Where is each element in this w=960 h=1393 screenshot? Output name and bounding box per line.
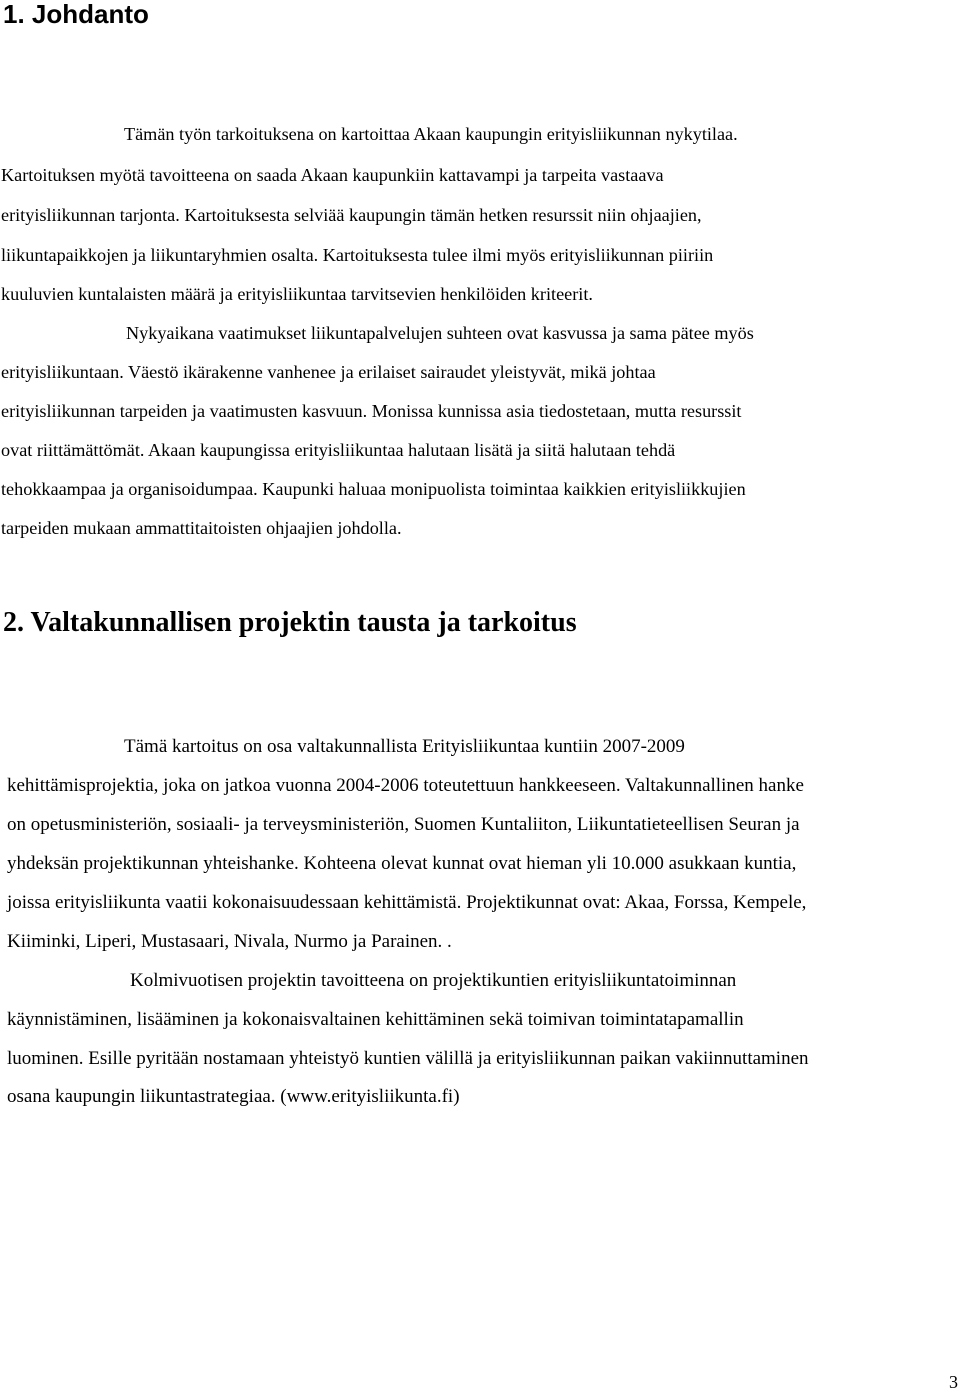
section-1-heading: 1. Johdanto xyxy=(3,0,149,29)
section-2-heading-text: Valtakunnallisen projektin tausta ja tarkoitus xyxy=(24,607,577,638)
paragraph-line: erityisliikunnan tarpeiden ja vaatimusten kasvuun. Monissa kunnissa asia tiedostetaan, mutta resurssit xyxy=(1,401,742,421)
paragraph-line: Tämä kartoitus on osa valtakunnallista Erityisliikuntaa kuntiin 2007-2009 xyxy=(124,736,685,757)
paragraph-line: Kartoituksen myötä tavoitteena on saada Akaan kaupunkiin kattavampi ja tarpeita vastaava xyxy=(1,165,664,185)
section-2-heading-number: 2. xyxy=(3,607,24,638)
paragraph-line: ovat riittämättömät. Akaan kaupungissa erityisliikuntaa halutaan lisätä ja siitä halutaan tehdä xyxy=(1,440,676,460)
paragraph-line: kehittämisprojektia, joka on jatkoa vuonna 2004-2006 toteutettuun hankkeeseen. Valtakunnallinen hanke xyxy=(7,775,804,796)
section-2-heading xyxy=(3,606,577,640)
paragraph-line: Tämän työn tarkoituksena on kartoittaa Akaan kaupungin erityisliikunnan nykytilaa. xyxy=(124,124,738,144)
page-number: 3 xyxy=(949,1372,958,1392)
paragraph-line: kuuluvien kuntalaisten määrä ja erityisliikuntaa tarvitsevien henkilöiden kriteerit. xyxy=(1,284,593,304)
paragraph-line: yhdeksän projektikunnan yhteishanke. Kohteena olevat kunnat ovat hieman yli 10.000 asukkaan kuntia, xyxy=(7,853,797,874)
paragraph-line: joissa erityisliikunta vaatii kokonaisuudessaan kehittämistä. Projektikunnat ovat: Akaa, Forssa, Kempele, xyxy=(7,892,807,913)
paragraph-line: erityisliikunnan tarjonta. Kartoituksesta selviää kaupungin tämän hetken resurssit niin ohjaajien, xyxy=(1,205,702,225)
paragraph-line: Kiiminki, Liperi, Mustasaari, Nivala, Nurmo ja Parainen. . xyxy=(7,931,452,952)
paragraph-line: on opetusministeriön, sosiaali- ja terveysministeriön, Suomen Kuntaliiton, Liikuntatieteellisen Seuran ja xyxy=(7,814,800,835)
paragraph-line: tarpeiden mukaan ammattitaitoisten ohjaajien johdolla. xyxy=(1,518,402,538)
paragraph-line: käynnistäminen, lisääminen ja kokonaisvaltainen kehittäminen sekä toimivan toimintatapamallin xyxy=(7,1009,744,1030)
paragraph-line: tehokkaampaa ja organisoidumpaa. Kaupunki haluaa monipuolista toimintaa kaikkien erityisliikkujien xyxy=(1,479,746,499)
paragraph-line: luominen. Esille pyritään nostamaan yhteistyö kuntien välillä ja erityisliikunnan paikan vakiinnuttaminen xyxy=(7,1048,809,1069)
paragraph-line: osana kaupungin liikuntastrategiaa. (www.erityisliikunta.fi) xyxy=(7,1086,460,1107)
paragraph-line: erityisliikuntaan. Väestö ikärakenne vanhenee ja erilaiset sairaudet yleistyvät, mikä johtaa xyxy=(1,362,656,382)
paragraph-line: Nykyaikana vaatimukset liikuntapalvelujen suhteen ovat kasvussa ja sama pätee myös xyxy=(126,323,754,343)
paragraph-line: Kolmivuotisen projektin tavoitteena on projektikuntien erityisliikuntatoiminnan xyxy=(130,970,737,991)
paragraph-line: liikuntapaikkojen ja liikuntaryhmien osalta. Kartoituksesta tulee ilmi myös erityisliikunnan piiriin xyxy=(1,245,714,265)
